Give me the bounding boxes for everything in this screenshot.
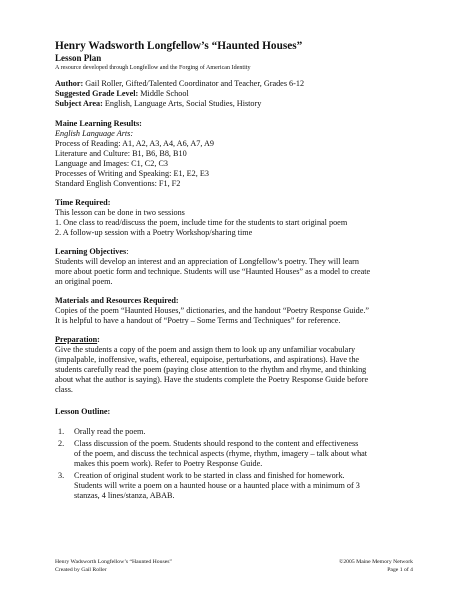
- lesson-plan-page: [55, 40, 425, 501]
- materials-line: Copies of the poem “Haunted Houses,” dictionaries, and the handout “Poetry Response Guide.”: [55, 306, 370, 315]
- preparation-line: about what the author is saying). Have the students complete the Poetry Response Guide before: [55, 375, 369, 384]
- learning-result-item: Process of Reading: A1, A2, A3, A4, A6, A7, A9: [55, 139, 214, 148]
- document-meta: [55, 79, 425, 109]
- preparation-line: (impalpable, inoffensive, wafts, ethereal, equipoise, perturbations, and aspirations). Have the: [55, 355, 360, 364]
- author-line: [55, 79, 425, 89]
- outline-item-line: Orally read the poem.: [74, 427, 146, 436]
- preparation-line: class.: [55, 385, 73, 394]
- objectives-heading-line: [55, 247, 425, 257]
- outline-section: [55, 407, 425, 501]
- outline-item-line: Students will write a poem on a haunted house or a haunted place with a minimum of 3: [74, 481, 360, 490]
- footer-left: [55, 559, 172, 574]
- preparation-heading-suffix: :: [97, 335, 100, 344]
- grade-line: [55, 89, 425, 99]
- author-value: Gail Roller, Gifted/Talented Coordinator and Teacher, Grades 6-12: [83, 79, 305, 88]
- learning-result-item: Processes of Writing and Speaking: E1, E2, E3: [55, 169, 209, 178]
- outline-item-line: stanzas, 4 lines/stanza, ABAB.: [74, 491, 175, 500]
- learning-result-item: Language and Images: C1, C2, C3: [55, 159, 169, 168]
- footer-creator: Created by Gail Roller: [55, 566, 107, 573]
- time-required-line: 2. A follow-up session with a Poetry Workshop/sharing time: [55, 228, 253, 237]
- learning-results-section: [55, 119, 425, 189]
- learning-result-item: Literature and Culture: B1, B6, B8, B10: [55, 149, 187, 158]
- preparation-line: Give the students a copy of the poem and assign them to look up any unfamiliar vocabulary: [55, 345, 356, 354]
- outline-item-line: makes this poem work). Refer to Poetry Response Guide.: [74, 459, 263, 468]
- materials-section: [55, 296, 425, 326]
- outline-list: [55, 427, 425, 501]
- materials-line: It is helpful to have a handout of “Poetry – Some Terms and Techniques” for reference.: [55, 316, 341, 325]
- objectives-heading: Learning Objectives: [55, 247, 127, 256]
- outline-heading: Lesson Outline:: [55, 407, 111, 416]
- document-subtitle: Lesson Plan: [55, 53, 102, 63]
- outline-item: [55, 471, 425, 501]
- outline-item: [55, 439, 425, 469]
- grade-value: Middle School: [138, 89, 189, 98]
- outline-item-line: Class discussion of the poem. Students should respond to the content and effectiveness: [74, 439, 359, 448]
- objectives-line: Students will develop an interest and an appreciation of Longfellow’s poetry. They will learn: [55, 257, 359, 266]
- preparation-line: students carefully read the poem (paying close attention to the rhythm and rhyme, and thinking: [55, 365, 367, 374]
- outline-item-line: Creation of original student work to be started in class and finished for homework.: [74, 471, 345, 480]
- outline-item-number: 3.: [58, 471, 65, 480]
- time-required-line: 1. One class to read/discuss the poem, include time for the students to start original poem: [55, 218, 348, 227]
- author-label: Author:: [55, 79, 84, 88]
- objectives-line: more about poetic form and technique. Students will use “Haunted Houses” as a model to create: [55, 267, 371, 276]
- preparation-heading-line: [55, 335, 425, 345]
- materials-heading: Materials and Resources Required:: [55, 296, 179, 305]
- outline-item-number: 1.: [58, 427, 65, 436]
- preparation-section: [55, 335, 425, 395]
- outline-item: [55, 427, 425, 437]
- subject-line: [55, 99, 425, 109]
- learning-results-heading: Maine Learning Results:: [55, 119, 142, 128]
- time-required-line: This lesson can be done in two sessions: [55, 208, 185, 217]
- objectives-section: [55, 247, 425, 287]
- outline-item-line: of the poem, and discuss the technical aspects (rhyme, rhythm, imagery – talk about what: [74, 449, 368, 458]
- footer-right: [339, 559, 413, 574]
- preparation-heading: Preparation: [55, 335, 98, 344]
- objectives-heading-suffix: :: [126, 247, 129, 256]
- subject-value: English, Language Arts, Social Studies, History: [102, 99, 262, 108]
- footer-copyright: ©2005 Maine Memory Network: [339, 559, 413, 565]
- learning-result-item: Standard English Conventions: F1, F2: [55, 179, 181, 188]
- learning-results-category: English Language Arts:: [55, 129, 134, 138]
- outline-item-number: 2.: [58, 439, 65, 448]
- time-required-heading: Time Required:: [55, 198, 111, 207]
- footer-page-number: Page 1 of 4: [387, 566, 413, 573]
- grade-label: Suggested Grade Level:: [55, 89, 139, 98]
- document-tagline: A resource developed through Longfellow and the Forging of American Identity: [55, 65, 251, 71]
- footer-doc-title: Henry Wadsworth Longfellow’s “Haunted Houses”: [55, 559, 172, 565]
- subject-label: Subject Area:: [55, 99, 103, 108]
- objectives-line: an original poem.: [55, 277, 113, 286]
- time-required-section: [55, 198, 425, 238]
- document-title: Henry Wadsworth Longfellow’s “Haunted Houses”: [55, 40, 303, 52]
